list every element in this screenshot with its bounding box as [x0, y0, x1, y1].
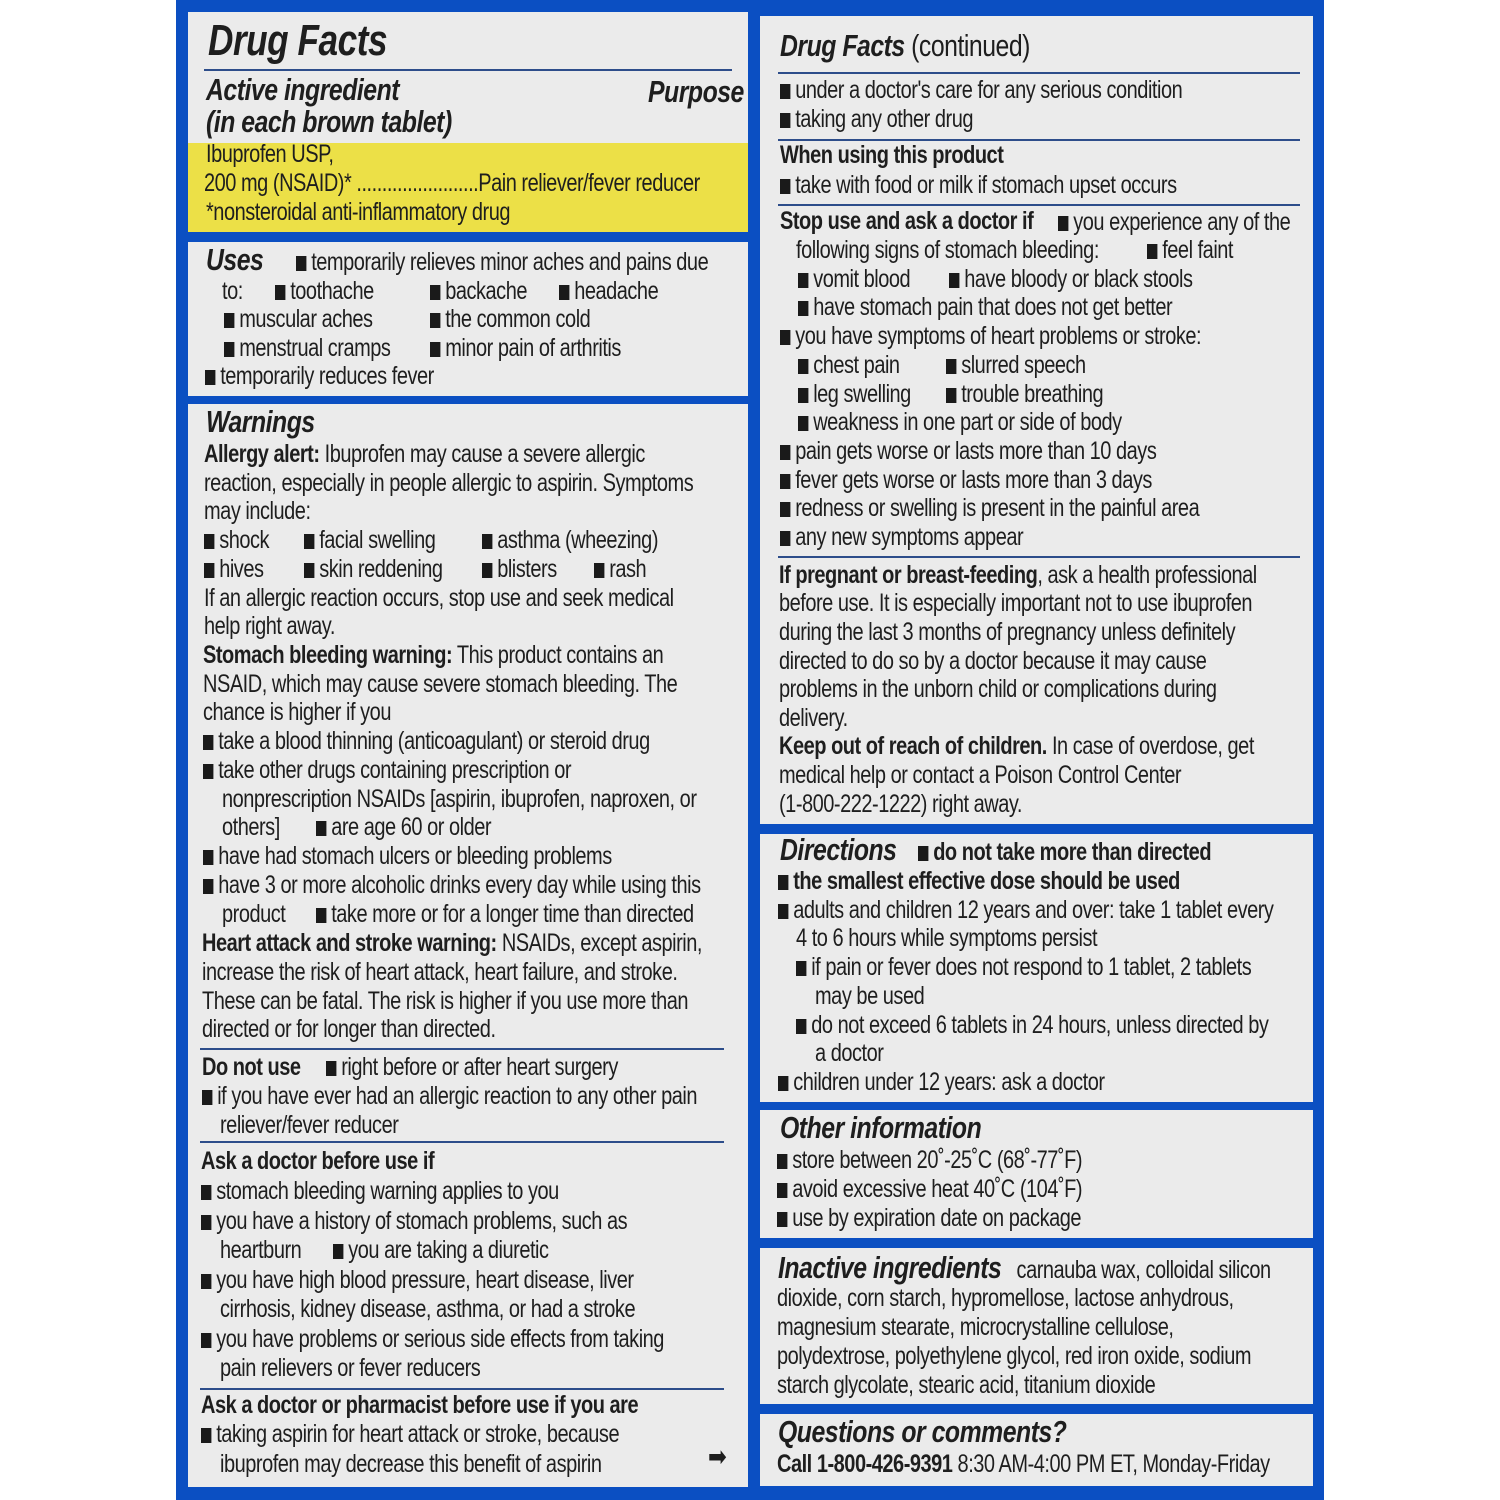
bullet-icon [778, 875, 788, 890]
other-information-heading: Other information [780, 1110, 982, 1145]
bullet-icon [205, 370, 215, 385]
do-not-use-heading: Do not use [202, 1053, 301, 1081]
bullet-icon [203, 764, 213, 779]
stomach-item-cont: product [222, 900, 286, 928]
divider [778, 556, 1300, 558]
pregnant-text: before use. It is especially important not to use ibuprofen [779, 589, 1253, 617]
bullet-icon [949, 273, 959, 288]
ask-doctor-item-cont: pain relievers or fever reducers [220, 1354, 481, 1382]
use-item: menstrual cramps [239, 334, 391, 362]
ingredient-name: Ibuprofen USP, [206, 140, 334, 168]
bullet-icon [304, 534, 314, 549]
uses-heading: Uses [206, 242, 264, 277]
ask-doctor-item: you have a history of stomach problems, such as [216, 1207, 628, 1235]
bullet-icon [482, 563, 492, 578]
bullet-icon [203, 850, 213, 865]
directions-heading: Directions [780, 834, 897, 867]
directions-panel [760, 834, 1313, 1102]
stop-use-heading: Stop use and ask a doctor if [780, 207, 1034, 235]
stomach-item: have had stomach ulcers or bleeding problems [218, 842, 612, 870]
directions-item: if pain or fever does not respond to 1 tablet, 2 tablets [811, 953, 1252, 981]
symptom-item: blisters [497, 555, 557, 583]
inactive-ingredients-text: dioxide, corn starch, hypromellose, lactose anhydrous, [777, 1284, 1234, 1312]
use-item: muscular aches [239, 305, 373, 333]
stop-use-item: leg swelling [813, 380, 911, 408]
pregnant-text: directed to do so by a doctor because it may cause [779, 647, 1207, 675]
continue-arrow-icon: ➡ [708, 1441, 727, 1472]
leader-dots: ........................ [356, 169, 479, 197]
divider [778, 204, 1300, 206]
stop-use-item: have bloody or black stools [964, 265, 1193, 293]
support-hours: 8:30 AM-4:00 PM ET, Monday-Friday [957, 1450, 1270, 1478]
stomach-item: take other drugs containing prescription or [218, 756, 572, 784]
when-using-item: take with food or milk if stomach upset occurs [795, 171, 1177, 199]
allergy-text: reaction, especially in people allergic to aspirin. Symptoms [204, 469, 694, 497]
use-item: the common cold [445, 305, 591, 333]
bullet-icon [798, 388, 808, 403]
allergy-text: may include: [204, 497, 311, 525]
bullet-icon [201, 1185, 211, 1200]
ask-doctor-item: stomach bleeding warning applies to you [216, 1177, 559, 1205]
stop-use-item: trouble breathing [961, 380, 1104, 408]
stomach-text: NSAID, which may cause severe stomach bleeding. The [203, 670, 678, 698]
symptom-item: facial swelling [319, 526, 436, 554]
questions-panel [760, 1414, 1313, 1486]
bullet-icon [275, 285, 285, 300]
bullet-icon [201, 1428, 211, 1443]
bullet-icon [798, 416, 808, 431]
stomach-item-cont: others] [222, 813, 280, 841]
bullet-icon [296, 256, 306, 271]
bullet-icon [778, 904, 788, 919]
symptom-item: shock [219, 526, 270, 554]
bullet-icon [204, 534, 214, 549]
ingredient-footnote: *nonsteroidal anti-inflammatory drug [206, 198, 510, 226]
bullet-icon [777, 1212, 787, 1227]
directions-item: adults and children 12 years and over: take 1 tablet every [793, 896, 1274, 924]
stomach-text: chance is higher if you [203, 698, 391, 726]
directions-item: do not exceed 6 tablets in 24 hours, unless directed by [811, 1011, 1269, 1039]
heart-text: increase the risk of heart attack, heart failure, and stroke. [202, 958, 678, 986]
divider [200, 1141, 724, 1143]
do-not-use-item: right before or after heart surgery [341, 1053, 618, 1081]
divider [204, 69, 732, 71]
bullet-icon [594, 563, 604, 578]
bullet-icon [780, 502, 790, 517]
heart-text: NSAIDs, except aspirin, [501, 929, 702, 957]
bullet-icon [796, 1019, 806, 1034]
warnings-panel [188, 404, 748, 1487]
inactive-ingredients-panel [760, 1248, 1313, 1404]
bullet-icon [780, 531, 790, 546]
allergy-alert-label: Allergy alert: [204, 440, 320, 468]
active-ingredient-subheading: (in each brown tablet) [206, 104, 452, 139]
when-using-heading: When using this product [780, 141, 1004, 169]
stomach-item: take more or for a longer time than directed [331, 900, 694, 928]
stop-use-item: vomit blood [813, 265, 911, 293]
keep-out-text: medical help or contact a Poison Control Center [779, 761, 1182, 789]
bullet-icon [333, 1244, 343, 1259]
uses-panel [188, 242, 748, 396]
bullet-icon [1147, 244, 1157, 259]
active-ingredient-heading: Active ingredient [206, 72, 400, 107]
stop-use-item: weakness in one part or side of body [813, 408, 1122, 436]
bullet-icon [224, 342, 234, 357]
use-item: headache [574, 277, 659, 305]
ask-pharmacist-item: taking aspirin for heart attack or stroke, because [216, 1420, 620, 1448]
stop-use-item: you experience any of the [1073, 208, 1291, 236]
heart-warning-label: Heart attack and stroke warning: [202, 929, 497, 957]
bullet-icon [204, 563, 214, 578]
directions-item-cont: a doctor [815, 1039, 884, 1067]
other-information-panel [760, 1110, 1313, 1238]
ask-pharmacist-item: under a doctor's care for any serious condition [795, 76, 1183, 104]
stop-use-item: any new symptoms appear [795, 523, 1024, 551]
stop-use-item: fever gets worse or lasts more than 3 days [795, 466, 1152, 494]
ask-pharmacist-item-cont: ibuprofen may decrease this benefit of aspirin [220, 1450, 602, 1478]
stop-use-item: redness or swelling is present in the painful area [795, 494, 1200, 522]
bullet-icon [203, 879, 213, 894]
bullet-icon [224, 313, 234, 328]
bullet-icon [304, 563, 314, 578]
stop-use-item: feel faint [1162, 236, 1234, 264]
allergy-followup: If an allergic reaction occurs, stop use and seek medical [204, 584, 674, 612]
inactive-ingredients-text: polydextrose, polyethylene glycol, red iron oxide, sodium [777, 1342, 1252, 1370]
bullet-icon [482, 534, 492, 549]
directions-item: children under 12 years: ask a doctor [793, 1068, 1105, 1096]
inactive-ingredients-text: starch glycolate, stearic acid, titanium dioxide [777, 1371, 1156, 1399]
symptom-item: rash [609, 555, 647, 583]
directions-item-cont: may be used [815, 982, 925, 1010]
bullet-icon [1058, 216, 1068, 231]
bullet-icon [430, 313, 440, 328]
stop-use-item: pain gets worse or lasts more than 10 days [795, 437, 1157, 465]
bullet-icon [780, 113, 790, 128]
bullet-icon [798, 273, 808, 288]
page-title: Drug Facts [208, 16, 388, 65]
heart-text: directed or for longer than directed. [202, 1015, 496, 1043]
use-item: minor pain of arthritis [445, 334, 621, 362]
ask-pharmacist-item: taking any other drug [795, 105, 974, 133]
stomach-item-cont: nonprescription NSAIDs [aspirin, ibuprofen, naproxen, or [222, 785, 697, 813]
ask-doctor-heading: Ask a doctor before use if [201, 1147, 435, 1175]
bullet-icon [798, 301, 808, 316]
other-info-item: use by expiration date on package [792, 1204, 1082, 1232]
bullet-icon [780, 330, 790, 345]
questions-heading: Questions or comments? [778, 1414, 1067, 1449]
continued-panel [760, 16, 1313, 824]
bullet-icon [201, 1274, 211, 1289]
pregnant-text: problems in the unborn child or complications during [779, 675, 1217, 703]
keep-out-label: Keep out of reach of children. [779, 732, 1047, 760]
stomach-text: This product contains an [456, 641, 664, 669]
bullet-icon [780, 445, 790, 460]
pregnant-text: , ask a health professional [1037, 561, 1257, 589]
pregnant-text: delivery. [779, 704, 848, 732]
bullet-icon [798, 359, 808, 374]
stomach-item: have 3 or more alcoholic drinks every day while using this [218, 871, 701, 899]
bullet-icon [780, 84, 790, 99]
bullet-icon [326, 1061, 336, 1076]
ingredient-purpose: Pain reliever/fever reducer [478, 169, 700, 197]
bullet-icon [918, 846, 928, 861]
ask-doctor-item-cont: cirrhosis, kidney disease, asthma, or had a stroke [220, 1295, 636, 1323]
uses-to: to: [222, 277, 243, 305]
do-not-use-item: if you have ever had an allergic reaction to any other pain [217, 1082, 697, 1110]
bullet-icon [780, 474, 790, 489]
stop-use-item: slurred speech [961, 351, 1086, 379]
warnings-heading: Warnings [206, 404, 315, 439]
divider [200, 1388, 724, 1390]
phone-number-link[interactable]: Call 1-800-426-9391 [777, 1450, 953, 1478]
do-not-use-item-cont: reliever/fever reducer [220, 1111, 399, 1139]
bullet-icon [946, 359, 956, 374]
bullet-icon [777, 1183, 787, 1198]
other-info-item: store between 20˚-25˚C (68˚-77˚F) [792, 1146, 1083, 1174]
directions-item: do not take more than directed [933, 838, 1212, 866]
bullet-icon [559, 285, 569, 300]
heart-text: These can be fatal. The risk is higher if you use more than [202, 987, 689, 1015]
pregnant-label: If pregnant or breast-feeding [779, 561, 1038, 589]
bullet-icon [203, 735, 213, 750]
bullet-icon [316, 821, 326, 836]
ingredient-dose: 200 mg (NSAID)* [204, 169, 352, 197]
allergy-followup: help right away. [204, 612, 335, 640]
use-item: toothache [290, 277, 374, 305]
ask-doctor-item: you have high blood pressure, heart disease, liver [216, 1266, 634, 1294]
symptom-item: asthma (wheezing) [497, 526, 659, 554]
stomach-item: take a blood thinning (anticoagulant) or steroid drug [218, 727, 650, 755]
continued-suffix: (continued) [911, 28, 1030, 63]
ask-doctor-item: you are taking a diuretic [348, 1236, 549, 1264]
bullet-icon [796, 961, 806, 976]
divider [778, 72, 1300, 74]
stop-use-item-cont: following signs of stomach bleeding: [796, 236, 1099, 264]
poison-control-number: (1-800-222-1222) right away. [779, 790, 1022, 818]
inactive-ingredients-text: magnesium stearate, microcrystalline cellulose, [777, 1313, 1174, 1341]
ask-doctor-item: you have problems or serious side effects from taking [216, 1325, 664, 1353]
keep-out-text: In case of overdose, get [1051, 732, 1254, 760]
stomach-item: are age 60 or older [331, 813, 492, 841]
ask-doctor-item-cont: heartburn [220, 1236, 302, 1264]
bullet-icon [201, 1333, 211, 1348]
bullet-icon [778, 1076, 788, 1091]
inactive-ingredients-heading: Inactive ingredients [778, 1250, 1002, 1285]
allergy-text: Ibuprofen may cause a severe allergic [324, 440, 645, 468]
inactive-ingredients-text: carnauba wax, colloidal silicon [1016, 1256, 1271, 1284]
pregnant-text: during the last 3 months of pregnancy unless definitely [779, 618, 1236, 646]
symptom-item: skin reddening [319, 555, 443, 583]
bullet-icon [430, 342, 440, 357]
other-info-item: avoid excessive heat 40˚C (104˚F) [792, 1175, 1083, 1203]
ask-pharmacist-heading: Ask a doctor or pharmacist before use if you are [201, 1391, 639, 1419]
stop-use-item: chest pain [813, 351, 900, 379]
bullet-icon [202, 1090, 212, 1105]
bullet-icon [430, 285, 440, 300]
use-item: backache [445, 277, 527, 305]
use-item-fever: temporarily reduces fever [220, 362, 434, 390]
stomach-warning-label: Stomach bleeding warning: [203, 641, 453, 669]
stop-use-item: have stomach pain that does not get better [813, 293, 1173, 321]
bullet-icon [777, 1154, 787, 1169]
uses-lead: temporarily relieves minor aches and pains due [311, 248, 709, 276]
directions-item: the smallest effective dose should be used [793, 867, 1180, 895]
stop-use-item: you have symptoms of heart problems or stroke: [795, 322, 1202, 350]
continued-title: Drug Facts [780, 28, 905, 63]
active-ingredient-panel [188, 12, 748, 232]
purpose-heading: Purpose [648, 74, 744, 109]
bullet-icon [946, 388, 956, 403]
bullet-icon [780, 179, 790, 194]
symptom-item: hives [219, 555, 264, 583]
bullet-icon [316, 908, 326, 923]
directions-item-cont: 4 to 6 hours while symptoms persist [796, 924, 1098, 952]
bullet-icon [201, 1215, 211, 1230]
divider [200, 1048, 724, 1050]
